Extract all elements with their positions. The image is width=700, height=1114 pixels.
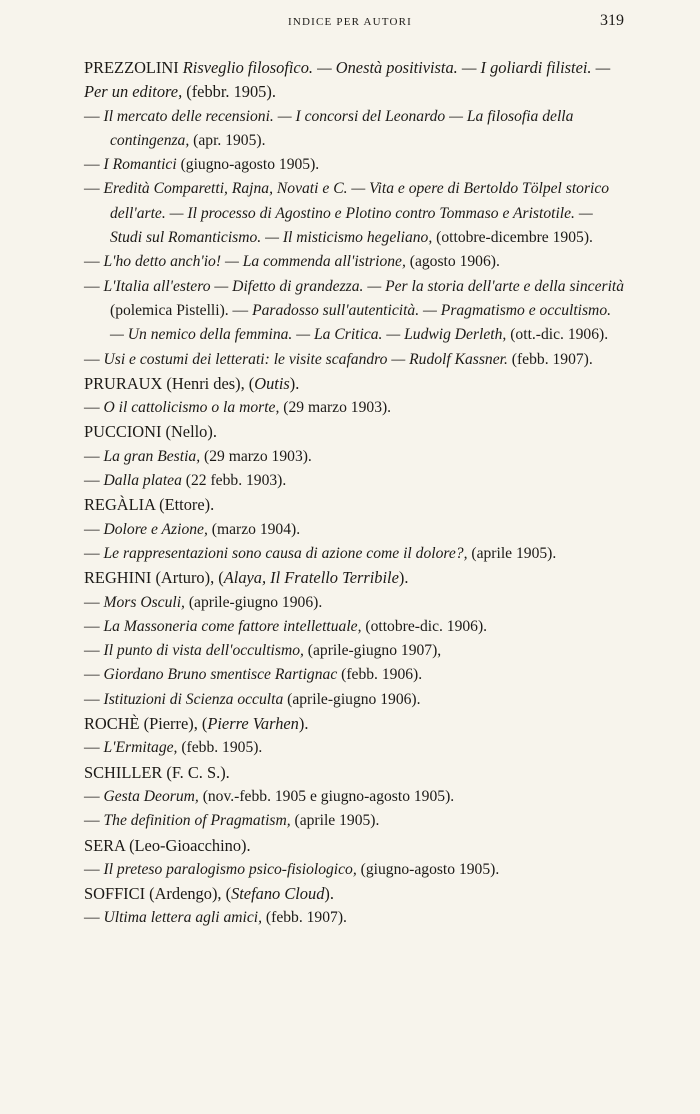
italic-title: La Massoneria come fattore intellettuale, [103,617,362,635]
text-run: — [84,447,104,465]
work-listing [84,177,626,250]
text-run: — [84,617,104,635]
text-run: — [84,399,104,417]
text-run: (22 febb. 1903). [181,472,287,490]
index-entry [84,761,626,834]
work-listing [84,469,626,493]
text-run: (giugno-agosto 1905). [176,156,320,174]
author-heading [84,882,626,906]
work-listing [84,639,626,663]
text-run: (febb. 1907). [262,909,347,927]
italic-title: The definition of Pragmatism, [103,812,291,830]
text-run: — [84,180,104,198]
italic-title: Il punto di vista dell'occultismo, [103,642,304,660]
work-listing [84,858,626,882]
work-listing [84,663,626,687]
text-run: (ottobre-dicembre 1905). [432,229,593,247]
italic-title: Il mercato delle recensioni. — I concorsi del Leonardo — La filosofia della contingenza, [103,107,574,149]
index-entry [84,834,626,883]
text-run: — [84,156,104,174]
work-listing [84,906,626,930]
work-listing [84,250,626,274]
text-run: (aprile 1905). [467,544,557,562]
text-run: (marzo 1904). [207,520,301,538]
italic-title: Istituzioni di Scienza occulta [103,690,284,708]
text-run: (aprile-giugno 1906). [283,690,421,708]
italic-title: Ultima lettera agli amici, [103,909,263,927]
index-entry [84,882,626,931]
italic-title: Il preteso paralogismo psico-fisiologico, [103,860,357,878]
italic-title: Risveglio filosofico. — Onestà positivista. — I goliardi filistei. — Per un editore, [84,58,611,102]
text-run: (febbr. 1905). [182,82,276,102]
text-run: — [84,544,104,562]
text-run: PREZZOLINI [84,58,183,77]
text-run: (nov.-febb. 1905 e giugno-agosto 1905). [198,787,455,805]
text-run: (febb. 1907). [507,350,593,368]
italic-title: L'Ermitage, [103,739,178,757]
index-entry [84,420,626,493]
author-heading [84,372,626,396]
index-entry [84,372,626,421]
text-run: (giugno-agosto 1905). [356,860,500,878]
text-run: (aprile-giugno 1906). [184,593,323,611]
work-listing [84,348,626,372]
author-heading [84,761,626,785]
running-head: INDICE PER AUTORI [287,16,413,28]
text-run: ). [324,884,334,904]
italic-title: Le rappresentazioni sono causa di azione come il dolore?, [103,544,468,562]
work-listing [84,396,626,420]
text-run: ). [398,568,409,588]
text-run: (29 marzo 1903). [279,399,392,417]
work-listing [84,809,626,833]
index-entry [84,493,626,566]
text-run: ). [298,714,309,734]
page-header [0,12,700,36]
work-listing [84,542,626,566]
index-entry [84,712,626,761]
work-listing [84,785,626,809]
text-run: REGHINI (Arturo), ( [84,568,224,588]
italic-title: L'ho detto anch'io! — La commenda all'istrione, [103,253,406,271]
text-run: (aprile-giugno 1907), [303,642,442,660]
text-run: — [84,642,104,660]
text-run: — [84,690,104,708]
author-heading [84,712,626,736]
text-run: — [84,253,104,271]
text-run: — [84,520,104,538]
text-run: — [84,860,104,878]
italic-title: Giordano Bruno smentisce Rartignac [103,666,338,684]
italic-title: Usi e costumi dei letterati: le visite scafandro — Rudolf Kassner. [103,350,508,368]
italic-title: Alaya, Il Fratello Terribile [223,568,399,588]
work-listing [84,445,626,469]
index-entry [84,56,626,372]
text-run: REGÀLIA (Ettore). [84,495,215,515]
italic-title: Gesta Deorum, [103,787,199,805]
italic-title: Stefano Cloud [231,884,325,904]
text-run: — [84,739,104,757]
text-run: SOFFICI (Ardengo), ( [84,884,232,904]
text-run: — [84,787,104,805]
text-run: (polemica Pistelli). — [110,301,253,319]
italic-title: Outis [254,373,290,393]
italic-title: Dalla platea [103,472,182,490]
text-run: (apr. 1905). [189,131,266,149]
text-run: — [84,666,104,684]
work-listing [84,105,626,154]
text-run: — [84,593,104,611]
italic-title: Pierre Varhen [207,714,299,734]
italic-title: Dolore e Azione, [103,520,208,538]
work-listing [84,153,626,177]
author-index [84,56,626,931]
text-run: (ott.-dic. 1906). [506,326,609,344]
italic-title: I Romantici [103,156,177,174]
author-heading [84,493,626,517]
italic-title: Paradosso sull'autenticità. — Pragmatismo e occultismo. — Un nemico della femmina. — La Critica. — Ludwig Derleth, [110,301,612,344]
text-run: (febb. 1905). [177,739,263,757]
text-run: (agosto 1906). [405,253,500,271]
text-run: (ottobre-dic. 1906). [361,617,488,635]
text-run: PRURAUX (Henri des), ( [84,373,255,393]
text-run: (febb. 1906). [337,666,423,684]
work-listing [84,518,626,542]
text-run: ). [289,373,300,393]
text-run: — [84,350,104,368]
author-heading [84,566,626,590]
author-heading [84,56,626,105]
work-listing [84,688,626,712]
text-run: — [84,107,104,125]
text-run: SCHILLER (F. C. S.). [84,762,230,782]
italic-title: La gran Bestia, [103,447,201,465]
text-run: — [84,277,104,295]
work-listing [84,736,626,760]
text-run: (29 marzo 1903). [200,447,312,465]
text-run: SERA (Leo-Gioacchino). [84,835,251,855]
author-heading [84,420,626,444]
work-listing [84,591,626,615]
work-listing [84,615,626,639]
text-run: ROCHÈ (Pierre), ( [84,714,208,734]
author-heading [84,834,626,858]
italic-title: Eredità Comparetti, Rajna, Novati e C. — Vita e opere di Bertoldo Tölpel storico dell'arte. — Il processo di Agostino e Plotino contro Tommaso e Aristotile. — Studi sul Romanticismo. — Il misticismo hegeliano, [103,180,610,247]
text-run: — [84,909,104,927]
index-entry [84,566,626,712]
work-listing [84,275,626,348]
italic-title: Mors Osculi, [103,593,185,611]
italic-title: O il cattolicismo o la morte, [103,399,280,417]
page-number: 319 [600,12,624,29]
text-run: (aprile 1905). [290,812,380,830]
italic-title: L'Italia all'estero — Difetto di grandezza. — Per la storia dell'arte e della sincerità [103,277,625,295]
text-run: PUCCIONI (Nello). [84,422,217,442]
text-run: — [84,812,104,830]
text-run: — [84,472,104,490]
